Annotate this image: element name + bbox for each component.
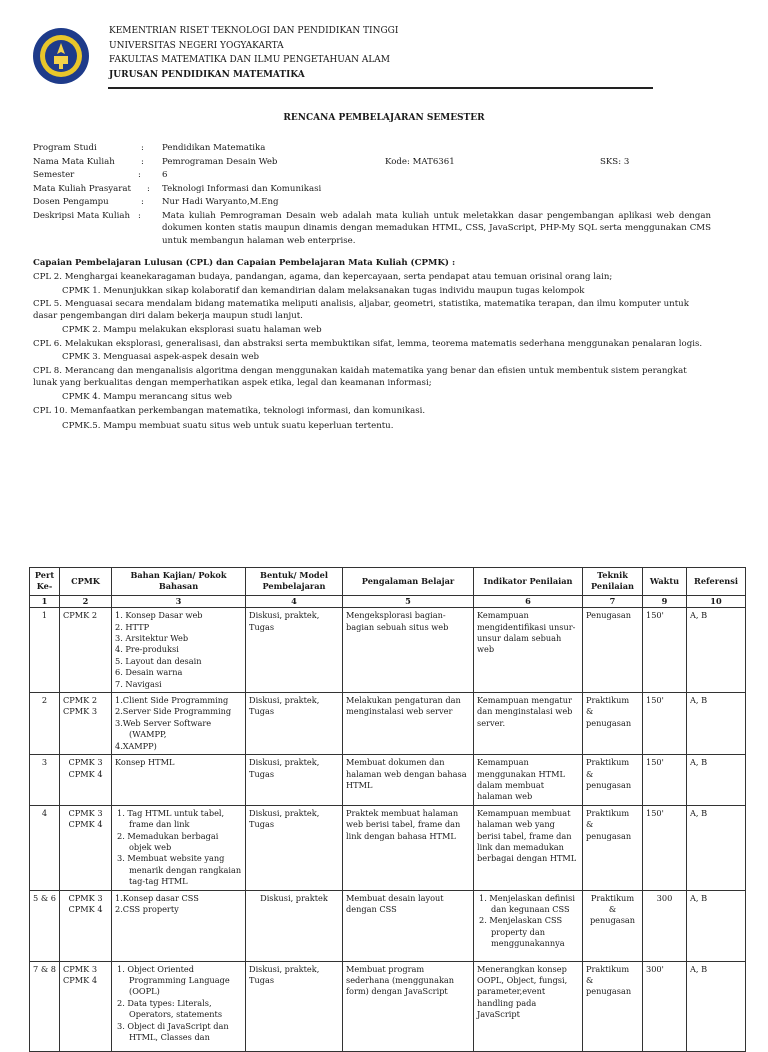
- info-kode: Kode: MAT6361: [385, 157, 455, 167]
- list-item: 5. Layout dan desain: [115, 655, 202, 666]
- cell-indikator: [474, 890, 583, 961]
- list-item: 3. Membuat website yang menarik dengan rangkaian tag-tag HTML: [117, 853, 242, 887]
- cpl-8: CPL 8. Merancang dan menganalisis algoritma dengan menggunakan kaidah matematika yang benar dan efisien untuk membentuk sistem perangkat lunak yang berkualitas dengan memperhatikan aspek etika, legal dan keamanan informasi;: [33, 366, 687, 388]
- faculty-name: FAKULTAS MATEMATIKA DAN ILMU PENGETAHUAN ALAM: [109, 55, 391, 66]
- cell-indikator: Menerangkan konsep OOPL, Object, fungsi, parameter,event handling pada JavaScript: [474, 961, 583, 1051]
- list-item: 2. Memadukan berbagai objek web: [117, 830, 219, 852]
- cell-bahan: [112, 961, 246, 1051]
- cpmk-code: CPMK 4: [63, 974, 98, 985]
- info-deskripsi-label: Deskripsi Mata Kuliah: [33, 211, 130, 221]
- cpmk-3: CPMK 3. Menguasai aspek-aspek desain web: [62, 352, 260, 362]
- cell-pengalaman: Melakukan pengaturan dan menginstalasi web server: [343, 693, 474, 755]
- table-row: [30, 693, 746, 755]
- cell-referensi: A, B: [687, 608, 746, 693]
- cpmk-2: CPMK 2. Mampu melakukan eksplorasi suatu halaman web: [62, 325, 322, 335]
- cell-referensi: A, B: [687, 961, 746, 1051]
- table-row: [30, 755, 746, 806]
- institution-header: [109, 24, 398, 82]
- department-name: JURUSAN PENDIDIKAN MATEMATIKA: [109, 69, 305, 80]
- cell-pert: 1: [30, 608, 60, 693]
- col-number: 4: [246, 595, 343, 607]
- cell-indikator: Kemampuan mengidentifikasi unsur-unsur dalam sebuah web: [474, 608, 583, 693]
- col-number: 1: [30, 595, 60, 607]
- cell-waktu: 300': [643, 961, 687, 1051]
- cpmk-code: CPMK 4: [68, 903, 103, 914]
- cell-pert: 4: [30, 805, 60, 890]
- cell-bentuk: Diskusi, praktek: [246, 890, 343, 961]
- cpmk-5: CPMK.5. Mampu membuat suatu situs web untuk suatu keperluan tertentu.: [62, 421, 394, 431]
- list-item: 4.XAMPP): [115, 740, 157, 751]
- header-divider: [108, 87, 653, 89]
- info-prodi-value: Pendidikan Matematika: [162, 143, 266, 153]
- cell-cpmk: [60, 805, 112, 890]
- cell-pengalaman: Membuat program sederhana (menggunakan form) dengan JavaScript: [343, 961, 474, 1051]
- cell-bahan: [112, 693, 246, 755]
- header-pert: Pert Ke-: [30, 568, 60, 596]
- list-item: 1. Tag HTML untuk tabel, frame dan link: [117, 807, 225, 830]
- info-mk-label: Nama Mata Kuliah: [33, 157, 115, 167]
- cpmk-code: CPMK 2: [63, 695, 98, 706]
- col-number: 5: [343, 595, 474, 607]
- list-item: 1. Konsep Dasar web: [115, 610, 203, 621]
- cell-pert: 5 & 6: [30, 890, 60, 961]
- info-sks: SKS: 3: [600, 157, 630, 167]
- cell-teknik: Praktikum & penugasan: [583, 961, 643, 1051]
- cpmk-code: CPMK 3: [68, 757, 103, 768]
- cell-referensi: A, B: [687, 755, 746, 806]
- cell-pengalaman: Membuat dokumen dan halaman web dengan bahasa HTML: [343, 755, 474, 806]
- col-number: 9: [643, 595, 687, 607]
- list-item: 2. HTTP: [115, 621, 150, 632]
- cell-pengalaman: Praktek membuat halaman web berisi tabel, frame dan link dengan bahasa HTML: [343, 805, 474, 890]
- cell-referensi: A, B: [687, 805, 746, 890]
- header-bahan: Bahan Kajian/ Pokok Bahasan: [112, 568, 246, 596]
- cell-cpmk: [60, 961, 112, 1051]
- list-item: 2. Menjelaskan CSS property dan menggunakannya: [479, 915, 565, 949]
- col-number: 7: [583, 595, 643, 607]
- cell-pengalaman: Mengeksplorasi bagian-bagian sebuah situs web: [343, 608, 474, 693]
- col-number: 2: [60, 595, 112, 607]
- info-colon: :: [141, 143, 144, 153]
- document-title: RENCANA PEMBELAJARAN SEMESTER: [283, 113, 485, 123]
- header-referensi: Referensi: [687, 568, 746, 596]
- cell-waktu: 150': [643, 805, 687, 890]
- cell-teknik: Penugasan: [583, 608, 643, 693]
- info-semester-value: 6: [162, 170, 168, 180]
- cpl-10: CPL 10. Memanfaatkan perkembangan matematika, teknologi informasi, dan komunikasi.: [33, 406, 426, 416]
- cpl-6: CPL 6. Melakukan eksplorasi, generalisasi, dan abstraksi serta membuktikan sifat, lemma, teorema matematis sederhana menggunakan penalaran logis.: [33, 339, 703, 349]
- info-colon: :: [141, 197, 144, 207]
- info-colon: :: [147, 184, 150, 194]
- cell-cpmk: [60, 890, 112, 961]
- table-row: [30, 608, 746, 693]
- cell-pengalaman: Membuat desain layout dengan CSS: [343, 890, 474, 961]
- cpmk-4: CPMK 4. Mampu merancang situs web: [62, 392, 233, 402]
- cell-waktu: 150': [643, 608, 687, 693]
- info-prasyarat-value: Teknologi Informasi dan Komunikasi: [162, 184, 322, 194]
- cell-cpmk: [60, 693, 112, 755]
- table-header-row: [30, 568, 746, 596]
- cell-bentuk: Diskusi, praktek, Tugas: [246, 961, 343, 1051]
- info-dosen-label: Dosen Pengampu: [33, 197, 109, 207]
- info-colon: :: [138, 170, 141, 180]
- cell-cpmk: [60, 755, 112, 806]
- ministry-name: KEMENTRIAN RISET TEKNOLOGI DAN PENDIDIKAN TINGGI: [109, 26, 399, 36]
- info-colon: :: [138, 211, 141, 221]
- cell-teknik: Praktikum & penugasan: [583, 755, 643, 806]
- cell-bahan: [112, 805, 246, 890]
- list-item: 2.CSS property: [115, 903, 179, 914]
- cell-teknik: Praktikum & penugasan: [583, 890, 643, 961]
- list-item: 3.Web Server Software: [115, 717, 212, 728]
- cpmk-code: CPMK 3: [63, 706, 98, 717]
- info-mk-value: Pemrograman Desain Web: [162, 157, 278, 167]
- info-prodi-label: Program Studi: [33, 143, 97, 153]
- list-item: (WAMPP,: [129, 729, 167, 740]
- cell-pert: 3: [30, 755, 60, 806]
- header-pengalaman: Pengalaman Belajar: [343, 568, 474, 596]
- cell-indikator: Kemampuan membuat halaman web yang berisi tabel, frame dan link dan memadukan berbagai dengan HTML: [474, 805, 583, 890]
- university-name: UNIVERSITAS NEGERI YOGYAKARTA: [109, 40, 284, 51]
- cell-bentuk: Diskusi, praktek, Tugas: [246, 693, 343, 755]
- table-row: [30, 890, 746, 961]
- cell-waktu: 150': [643, 755, 687, 806]
- list-item: 2. Data types: Literals, Operators, statements: [117, 997, 223, 1020]
- cpl-2: CPL 2. Menghargai keanekaragaman budaya, pandangan, agama, dan kepercayaan, serta pendapat atau temuan orisinal orang lain;: [33, 272, 613, 282]
- university-logo: [32, 27, 90, 85]
- cell-indikator: Kemampuan mengatur dan menginstalasi web server.: [474, 693, 583, 755]
- table-row: [30, 805, 746, 890]
- rps-table: [29, 567, 746, 1052]
- cell-bahan: [112, 608, 246, 693]
- cell-bahan: [112, 890, 246, 961]
- cpmk-1: CPMK 1. Menunjukkan sikap kolaboratif dan kemandirian dalam melaksanakan tugas individu maupun tugas kelompok: [62, 286, 585, 296]
- cell-teknik: Praktikum & penugasan: [583, 805, 643, 890]
- list-item: 2.Server Side Programming: [115, 706, 232, 717]
- cpmk-code: CPMK 3: [68, 807, 103, 818]
- cpl-5: CPL 5. Menguasai secara mendalam bidang matematika meliputi analisis, aljabar, geometri, statistika, matematika terapan, dan ilmu komputer untuk dasar pengembangan diri dalam bekerja maupun studi lanjut.: [33, 299, 689, 321]
- cell-pert: 7 & 8: [30, 961, 60, 1051]
- list-item: 1.Konsep dasar CSS: [115, 892, 199, 903]
- header-teknik: Teknik Penilaian: [583, 568, 643, 596]
- cell-waktu: 150': [643, 693, 687, 755]
- list-item: 6. Desain warna: [115, 667, 183, 678]
- cell-bahan: [112, 755, 246, 806]
- list-item: Konsep HTML: [115, 757, 175, 768]
- table-number-row: [30, 595, 746, 607]
- cell-bentuk: Diskusi, praktek, Tugas: [246, 805, 343, 890]
- cpmk-code: CPMK 2: [63, 610, 98, 621]
- info-semester-label: Semester: [33, 170, 75, 180]
- cell-cpmk: [60, 608, 112, 693]
- cell-referensi: A, B: [687, 693, 746, 755]
- cell-bentuk: Diskusi, praktek, Tugas: [246, 608, 343, 693]
- cell-teknik: Praktikum & penugasan: [583, 693, 643, 755]
- info-dosen-value: Nur Hadi Waryanto,M.Eng: [162, 197, 279, 207]
- cpmk-code: CPMK 4: [68, 768, 103, 779]
- header-cpmk: CPMK: [60, 568, 112, 596]
- cpmk-code: CPMK 3: [68, 892, 103, 903]
- cell-referensi: A, B: [687, 890, 746, 961]
- col-number: 10: [687, 595, 746, 607]
- header-indikator: Indikator Penilaian: [474, 568, 583, 596]
- cell-waktu: 300: [643, 890, 687, 961]
- list-item: 1.Client Side Programming: [115, 695, 229, 706]
- list-item: 1. Object Oriented Programming Language (OOPL): [117, 963, 230, 997]
- info-colon: :: [141, 157, 144, 167]
- list-item: 7. Navigasi: [115, 678, 162, 689]
- list-item: 3. Arsitektur Web: [115, 633, 189, 644]
- header-waktu: Waktu: [643, 568, 687, 596]
- cpmk-code: CPMK 3: [63, 963, 98, 974]
- cell-bentuk: Diskusi, praktek, Tugas: [246, 755, 343, 806]
- list-item: 1. Menjelaskan definisi dan kegunaan CSS: [479, 892, 575, 914]
- info-prasyarat-label: Mata Kuliah Prasyarat: [33, 184, 131, 194]
- list-item: 3. Object di JavaScript dan HTML, Classes dan: [117, 1020, 229, 1042]
- info-deskripsi-value: Mata kuliah Pemrograman Desain web adalah mata kuliah untuk meletakkan dasar pengembangan aplikasi web dengan dokumen konten statis maupun dinamis dengan memadukan HTML, CSS, JavaScript, PHP-My SQL serta menggunakan CMS untuk membangun halaman web enterprise.: [162, 211, 711, 246]
- list-item: 4. Pre-produksi: [115, 644, 179, 655]
- col-number: 6: [474, 595, 583, 607]
- cell-pert: 2: [30, 693, 60, 755]
- cpmk-code: CPMK 4: [68, 819, 103, 830]
- header-bentuk: Bentuk/ Model Pembelajaran: [246, 568, 343, 596]
- capaian-title: Capaian Pembelajaran Lulusan (CPL) dan Capaian Pembelajaran Mata Kuliah (CPMK) :: [33, 258, 456, 268]
- table-row: [30, 961, 746, 1051]
- col-number: 3: [112, 595, 246, 607]
- cell-indikator: Kemampuan menggunakan HTML dalam membuat halaman web: [474, 755, 583, 806]
